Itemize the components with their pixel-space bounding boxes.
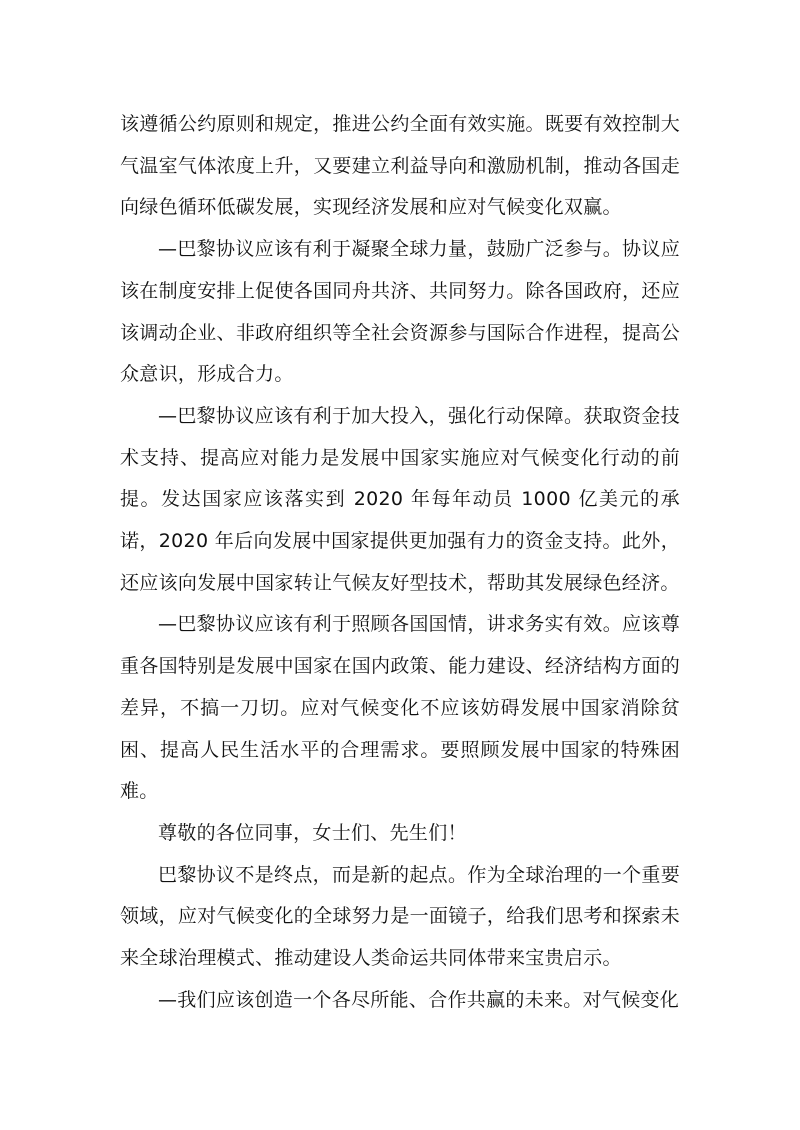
paragraph-broad-participation: —巴黎协议应该有利于凝聚全球力量，鼓励广泛参与。协议应该在制度安排上促使各国同舟共济、共同努力。除各国政府，还应该调动企业、非政府组织等全社会资源参与国际合作进程，提高公众意识，形成合力。: [120, 238, 680, 386]
paragraph-national-conditions: —巴黎协议应该有利于照顾各国国情，讲求务实有效。应该尊重各国特别是发展中国家在国内政策、能力建设、经济结构方面的差异，不搞一刀切。应对气候变化不应该妨碍发展中国家消除贫困、提高人民生活水平的合理需求。要照顾发展中国家的特殊困难。: [120, 613, 680, 803]
paragraph-salutation: 尊敬的各位同事，女士们、先生们！: [158, 821, 467, 844]
paragraph-new-starting-point: 巴黎协议不是终点，而是新的起点。作为全球治理的一个重要领域，应对气候变化的全球努力是一面镜子，给我们思考和探索未来全球治理模式、推动建设人类命运共同体带来宝贵启示。: [120, 863, 680, 970]
paragraph-continuation: 该遵循公约原则和规定，推进公约全面有效实施。既要有效控制大气温室气体浓度上升，又要建立利益导向和激励机制，推动各国走向绿色循环低碳发展，实现经济发展和应对气候变化双赢。: [120, 113, 680, 219]
paragraph-increase-investment: —巴黎协议应该有利于加大投入，强化行动保障。获取资金技术支持、提高应对能力是发展中国家实施应对气候变化行动的前提。发达国家应该落实到 2020 年每年动员 1000 亿美元的承诺，2020 年后向发展中国家提供更加强有力的资金支持。此外，还应该向发展中国家转让气候友好型技术，帮助其发展绿色经济。: [120, 404, 680, 594]
document-body: [120, 104, 680, 1021]
paragraph-win-win-future: —我们应该创造一个各尽所能、合作共赢的未来。对气候变化: [158, 988, 680, 1011]
